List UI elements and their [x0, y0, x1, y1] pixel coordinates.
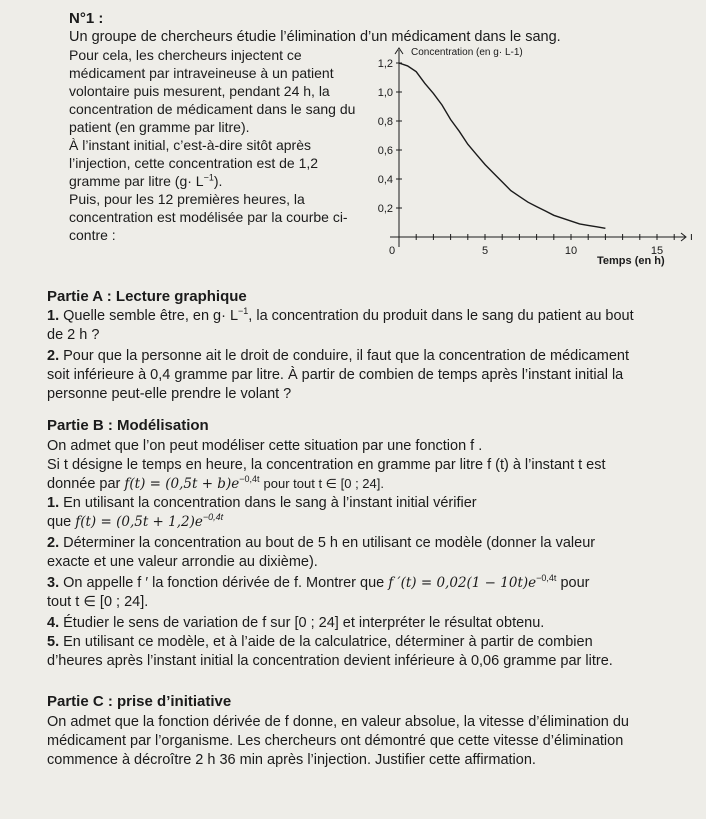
intro-line: Puis, pour les 12 premières heures, la [69, 191, 305, 207]
intro-line: Pour cela, les chercheurs injectent ce [69, 47, 302, 63]
partB-p3-exponent: −0,4t [239, 474, 260, 485]
y-tick-label: 0,6 [377, 145, 393, 157]
partA-q1-line2: de 2 h ? [47, 327, 100, 343]
partB-q5-number: 5. [47, 634, 60, 650]
intro-line: patient (en gramme par litre). [69, 119, 250, 135]
concentration-curve [399, 63, 605, 228]
partB-p3-formula: f(t) = (0,5t + b)e [124, 476, 240, 492]
intro-line: À l’instant initial, c’est-à-dire sitôt après [69, 137, 311, 153]
partB-p2: Si t désigne le temps en heure, la concentration en gramme par litre f (t) à l’instant t est [47, 457, 606, 473]
y-tick-label: 1,2 [377, 58, 393, 70]
partC-line: médicament par l’organisme. Les chercheurs ont démontré que cette vitesse d’élimination [47, 733, 624, 749]
partA-q1-text: Quelle semble être, en g· L [63, 308, 239, 324]
partB-p1: On admet que l’on peut modéliser cette situation par une fonction f . [47, 438, 483, 454]
intro-unit-line [69, 172, 222, 190]
partC-title: Partie C : prise d’initiative [47, 693, 232, 710]
intro-unit-exponent: −1 [203, 172, 214, 183]
partA-q2-text: Pour que la personne ait le droit de conduire, il faut que la concentration de médicament [63, 348, 629, 364]
partC-line: On admet que la fonction dérivée de f donne, en valeur absolue, la vitesse d’élimination du [47, 714, 629, 730]
partA-q1-number: 1. [47, 308, 60, 324]
partA-q2-line2: soit inférieure à 0,4 gramme par litre. À partir de combien de temps après l’instant initial la [47, 367, 624, 383]
partB-q3-formula: f ′(t) = 0,02(1 − 10t)e [388, 575, 537, 591]
intro-line: contre : [69, 227, 116, 243]
partA-q1-line1 [47, 307, 634, 325]
partB-p3-domain: pour tout t ∈ [0 ; 24]. [263, 476, 384, 491]
partA-q2-line3: personne peut-elle prendre le volant ? [47, 386, 292, 402]
partB-q2-line2: exacte et une valeur arrondie au dixième). [47, 554, 318, 570]
x-tick-label: 15 [650, 245, 664, 257]
partA-title: Partie A : Lecture graphique [47, 288, 247, 305]
x-axis-label: Temps (en h) [597, 255, 665, 267]
y-tick-label: 0,8 [377, 116, 393, 128]
partB-q2-text: Déterminer la concentration au bout de 5 h en utilisant ce modèle (donner la valeur [63, 535, 596, 551]
partB-q1-exponent: −0,4t [202, 512, 224, 523]
partB-q1-text-cont: que [47, 514, 72, 530]
y-tick-label: 1,0 [377, 87, 393, 99]
concentration-chart [355, 42, 695, 272]
partB-q4-text: Étudier le sens de variation de f sur [0 ; 24] et interpréter le résultat obtenu. [63, 615, 545, 631]
partB-q2-number: 2. [47, 535, 60, 551]
partB-q2-line1 [47, 534, 595, 552]
partB-q3-exponent: −0,4t [536, 573, 557, 584]
partA-q1-text-cont: , la concentration du produit dans le sang du patient au bout [248, 308, 634, 324]
partB-q1-line1 [47, 494, 477, 512]
partC-line: commence à décroître 2 h 36 min après l’injection. Justifier cette affirmation. [47, 752, 536, 768]
exercise-number: N°1 : [69, 10, 104, 27]
partB-q3-line1 [47, 574, 589, 592]
intro-line: médicament par intraveineuse à un patient [69, 65, 334, 81]
partB-q1-number: 1. [47, 495, 60, 511]
x-tick-label: 10 [564, 245, 578, 257]
partB-q1-formula: f(t) = (0,5t + 1,2)e [75, 514, 203, 530]
y-tick-label: 0,2 [377, 203, 393, 215]
partA-q2-line1 [47, 347, 629, 365]
partB-q3-line2: tout t ∈ [0 ; 24]. [47, 594, 149, 610]
intro-line: volontaire puis mesurent, pendant 24 h, la [69, 83, 330, 99]
partB-q4-number: 4. [47, 615, 60, 631]
partA-q1-exponent: −1 [238, 306, 249, 317]
partB-q4 [47, 614, 544, 632]
intro-unit-text: gramme par litre (g· L [69, 173, 204, 189]
x-tick-label: 5 [481, 245, 489, 257]
partB-q5-line1 [47, 633, 593, 651]
y-axis-label: Concentration (en g· L-1) [411, 47, 523, 58]
partB-q3-text-cont: pour [560, 575, 590, 591]
intro-line: l’injection, cette concentration est de 1,2 [69, 155, 319, 171]
x-tick-label: 0 [388, 245, 396, 257]
partB-q3-number: 3. [47, 575, 60, 591]
partB-q1-line2 [47, 513, 223, 531]
intro-unit-close: ). [213, 173, 223, 189]
partB-q3-text: On appelle f ′ la fonction dérivée de f. Montrer que [63, 575, 385, 591]
intro-line: concentration de médicament dans le sang du [69, 101, 356, 117]
y-tick-label: 0,4 [377, 174, 393, 186]
partB-p3 [47, 475, 384, 493]
intro-first-line: Un groupe de chercheurs étudie l’élimination d’un médicament dans le sang. [69, 29, 561, 45]
partB-q1-text: En utilisant la concentration dans le sang à l’instant initial vérifier [63, 495, 477, 511]
partB-q5-text: En utilisant ce modèle, et à l’aide de la calculatrice, déterminer à partir de combien [63, 634, 593, 650]
partB-title: Partie B : Modélisation [47, 417, 209, 434]
intro-line: concentration est modélisée par la courbe ci- [69, 209, 348, 225]
partB-q5-line2: d’heures après l’instant initial la concentration devient inférieure à 0,06 gramme par litre. [47, 653, 613, 669]
partA-q2-number: 2. [47, 348, 60, 364]
partB-p3-text: donnée par [47, 476, 121, 492]
